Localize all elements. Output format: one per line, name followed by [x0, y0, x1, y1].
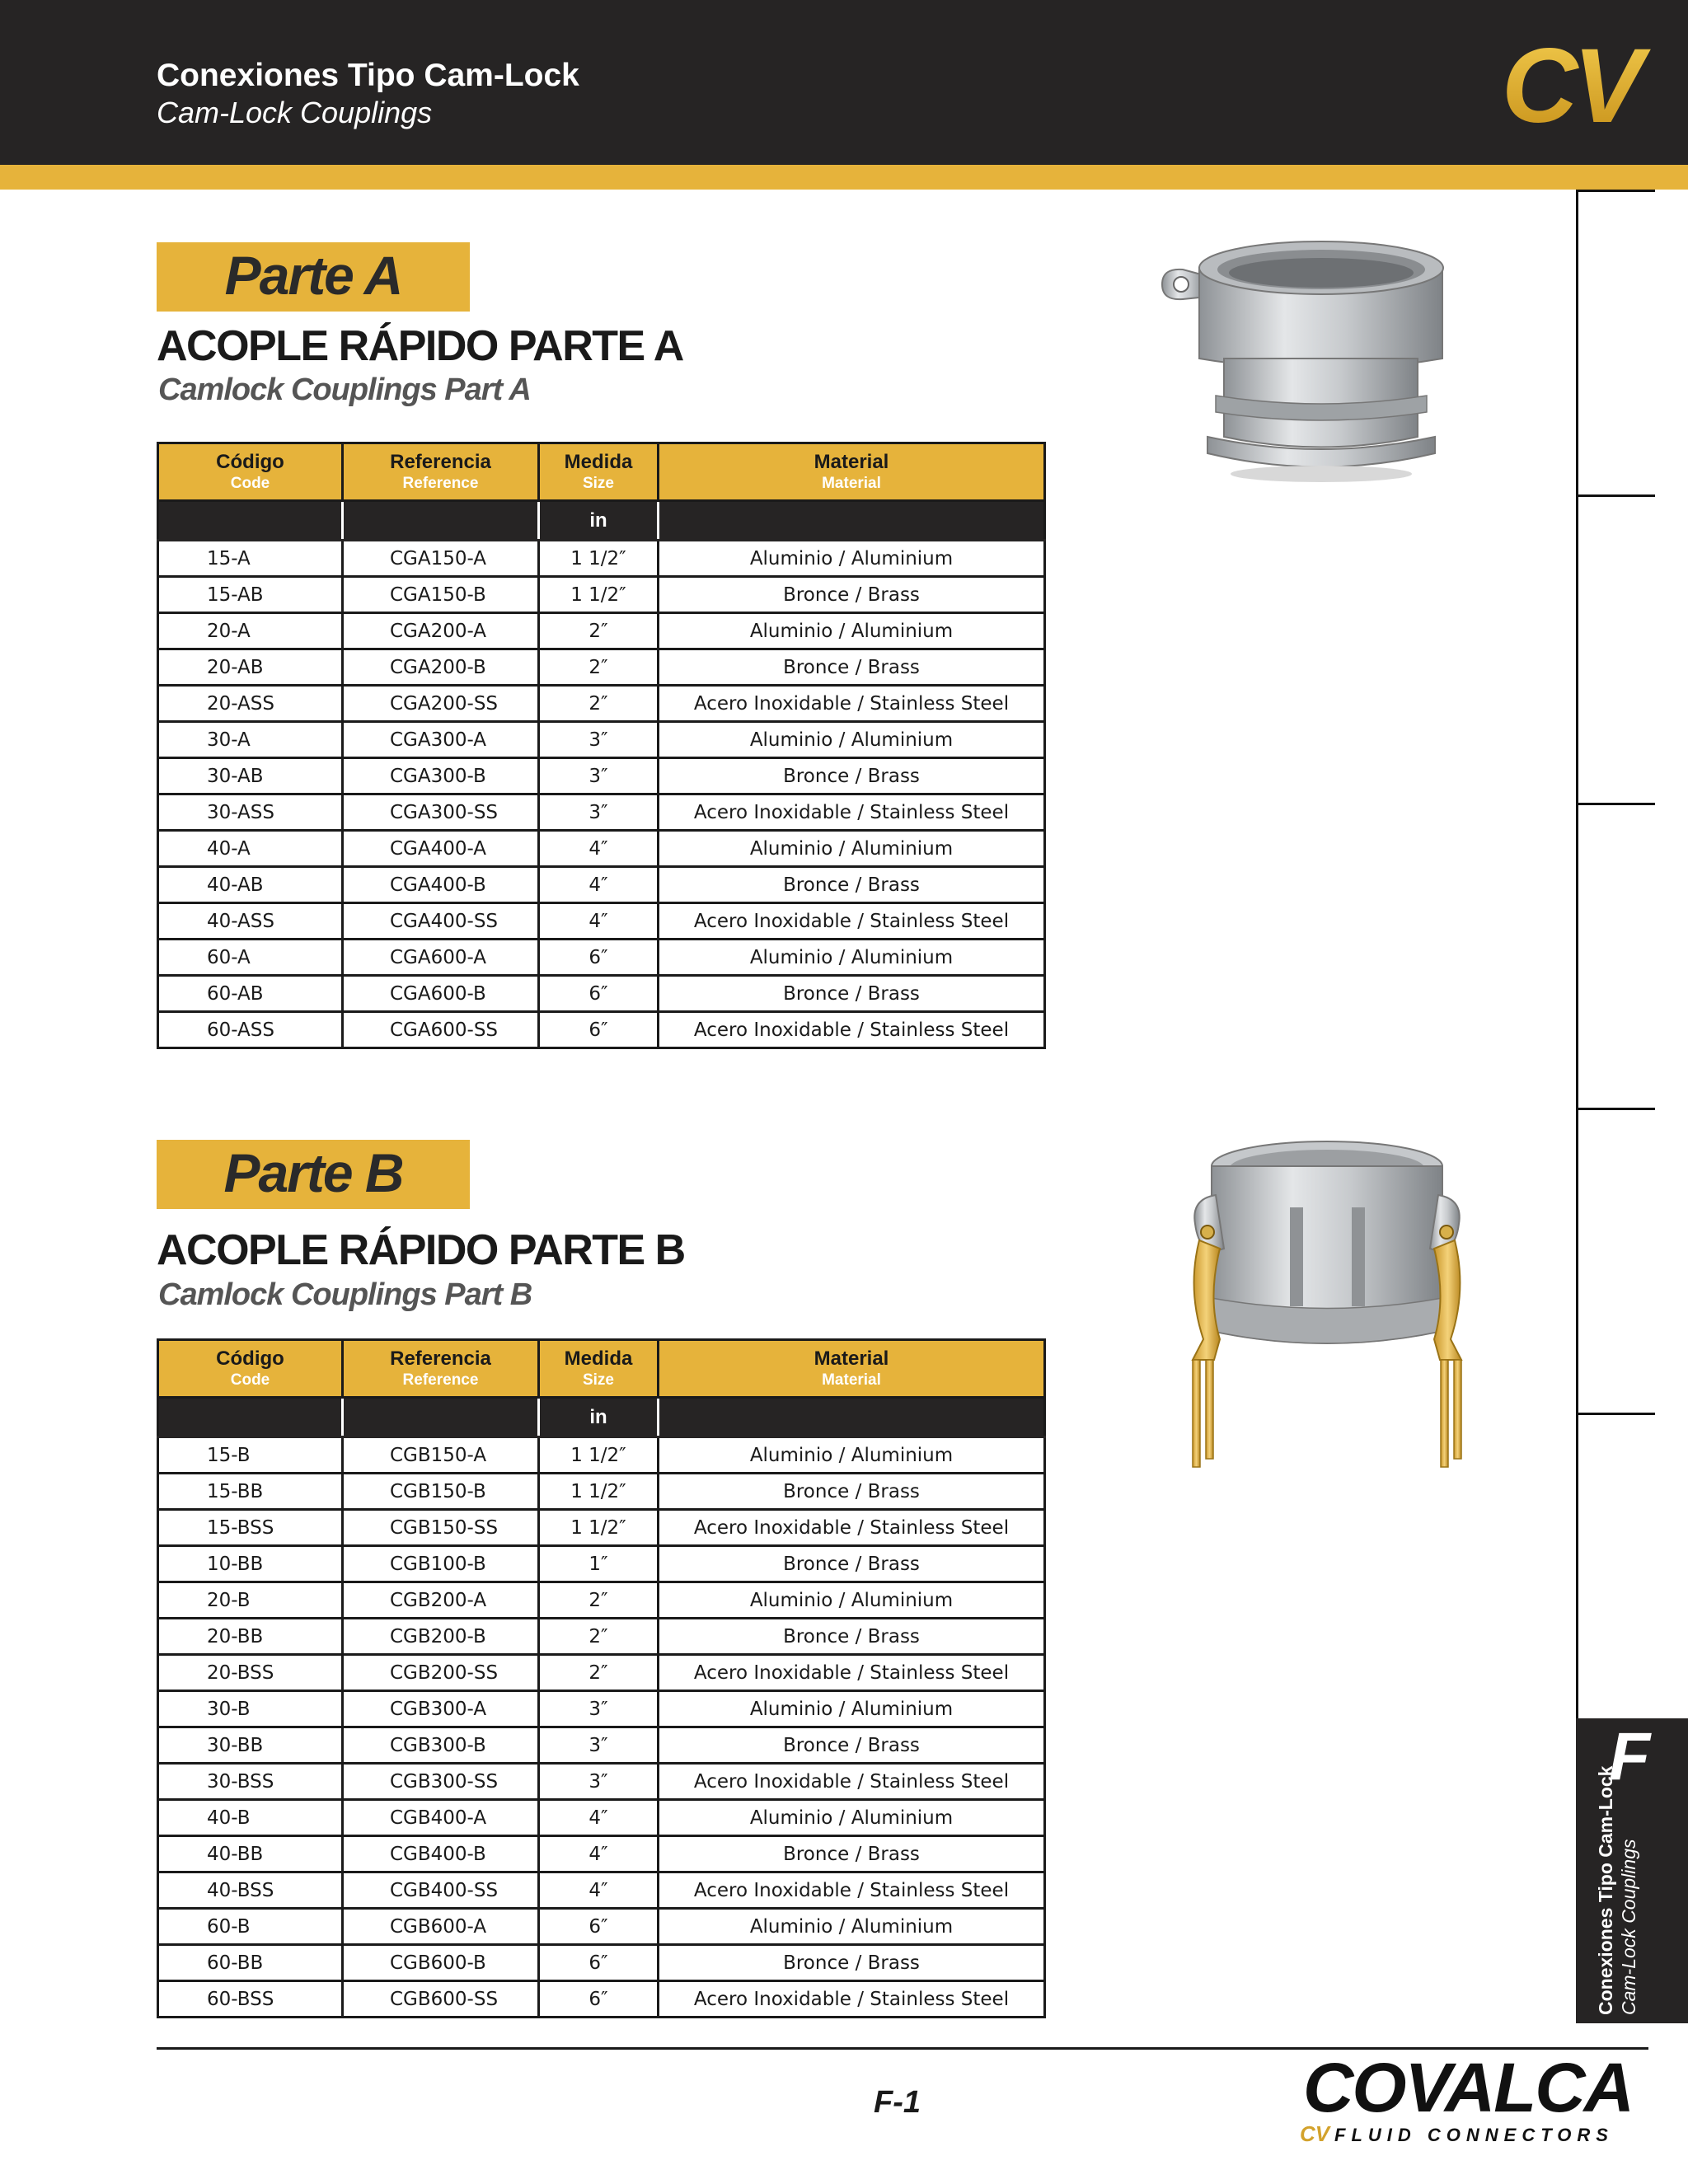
- cell-reference: CGB600-A: [343, 1909, 539, 1945]
- cell-code: 40-BB: [158, 1836, 343, 1872]
- table-row: [158, 541, 1045, 577]
- cell-reference: CGA600-B: [343, 976, 539, 1012]
- page-number: F-1: [874, 2085, 921, 2120]
- table-row: [158, 1546, 1045, 1582]
- col-header-code-en: Code: [230, 1371, 270, 1389]
- section-a-badge-label: Parte A: [224, 245, 402, 306]
- table-row: [158, 1764, 1045, 1800]
- cell-size: 6″: [539, 1909, 659, 1945]
- cell-material: Bronce / Brass: [659, 867, 1045, 903]
- cell-reference: CGA400-B: [343, 867, 539, 903]
- cell-size: 2″: [539, 1619, 659, 1655]
- cell-material: Acero Inoxidable / Stainless Steel: [659, 794, 1045, 831]
- table-row: [158, 758, 1045, 794]
- table-row: [158, 1510, 1045, 1546]
- cell-code: 60-A: [158, 940, 343, 976]
- cell-material: Aluminio / Aluminium: [659, 722, 1045, 758]
- cell-code: 15-BB: [158, 1474, 343, 1510]
- cell-material: Acero Inoxidable / Stainless Steel: [659, 1012, 1045, 1048]
- header-title: Conexiones Tipo Cam-Lock: [157, 58, 579, 93]
- cv-logo-text: CV: [1502, 33, 1639, 132]
- cell-material: Aluminio / Aluminium: [659, 940, 1045, 976]
- table-unit-row: [158, 501, 1045, 541]
- cell-size: 2″: [539, 613, 659, 649]
- cell-material: Aluminio / Aluminium: [659, 541, 1045, 577]
- camlock-part-b-image: [1175, 1133, 1479, 1488]
- cell-reference: CGA200-A: [343, 613, 539, 649]
- cell-code: 15-B: [158, 1437, 343, 1474]
- table-row: [158, 1945, 1045, 1981]
- cell-code: 40-BSS: [158, 1872, 343, 1909]
- cell-code: 15-AB: [158, 577, 343, 613]
- cell-material: Aluminio / Aluminium: [659, 1691, 1045, 1727]
- cell-code: 40-ASS: [158, 903, 343, 940]
- cell-code: 15-A: [158, 541, 343, 577]
- table-row: [158, 722, 1045, 758]
- col-header-size: [539, 1340, 659, 1398]
- cell-size: 2″: [539, 649, 659, 686]
- table-header-row: [158, 443, 1045, 501]
- cell-code: 60-BSS: [158, 1981, 343, 2018]
- tab-divider: [1576, 494, 1655, 497]
- cell-reference: CGB150-SS: [343, 1510, 539, 1546]
- cell-material: Acero Inoxidable / Stainless Steel: [659, 1655, 1045, 1691]
- section-a-title: ACOPLE RÁPIDO PARTE A: [157, 322, 683, 370]
- col-header-code-en: Code: [230, 475, 270, 492]
- tab-divider: [1576, 803, 1655, 805]
- cell-material: Acero Inoxidable / Stainless Steel: [659, 1872, 1045, 1909]
- col-header-size-en: Size: [582, 475, 615, 492]
- table-row: [158, 649, 1045, 686]
- table-row: [158, 1727, 1045, 1764]
- brand-mark: CV: [1300, 2121, 1330, 2146]
- cv-logo-icon: [1502, 33, 1658, 132]
- table-row: [158, 1012, 1045, 1048]
- cell-size: 4″: [539, 1800, 659, 1836]
- cell-size: 6″: [539, 940, 659, 976]
- cell-material: Aluminio / Aluminium: [659, 1800, 1045, 1836]
- cell-size: 1 1/2″: [539, 577, 659, 613]
- unit-cell: [158, 501, 343, 541]
- col-header-material-es: Material: [814, 451, 889, 473]
- table-row: [158, 1981, 1045, 2018]
- cell-code: 30-AB: [158, 758, 343, 794]
- cell-code: 30-BB: [158, 1727, 343, 1764]
- table-row: [158, 831, 1045, 867]
- cell-code: 40-AB: [158, 867, 343, 903]
- cell-size: 1″: [539, 1546, 659, 1582]
- cell-material: Aluminio / Aluminium: [659, 1437, 1045, 1474]
- cell-reference: CGB150-A: [343, 1437, 539, 1474]
- col-header-reference-en: Reference: [402, 1371, 479, 1389]
- table-row: [158, 1800, 1045, 1836]
- section-tab-label-es: Conexiones Tipo Cam-Lock: [1595, 1765, 1616, 2015]
- cell-reference: CGB200-B: [343, 1619, 539, 1655]
- cell-material: Bronce / Brass: [659, 1619, 1045, 1655]
- table-row: [158, 794, 1045, 831]
- cell-size: 1 1/2″: [539, 1437, 659, 1474]
- section-tab-label: [1594, 1766, 1640, 2015]
- page-header: [0, 0, 1688, 165]
- brand-tagline: FLUID CONNECTORS: [1334, 2125, 1614, 2145]
- table-header-row: [158, 1340, 1045, 1398]
- cell-reference: CGA400-A: [343, 831, 539, 867]
- header-accent-bar: [0, 165, 1688, 190]
- cell-code: 20-B: [158, 1582, 343, 1619]
- cell-reference: CGA600-SS: [343, 1012, 539, 1048]
- cell-material: Aluminio / Aluminium: [659, 1582, 1045, 1619]
- table-row: [158, 577, 1045, 613]
- section-b-subtitle: Camlock Couplings Part B: [158, 1277, 532, 1312]
- table-row: [158, 1655, 1045, 1691]
- col-header-code-es: Código: [216, 1347, 284, 1370]
- brand-name: COVALCA: [1303, 2052, 1633, 2126]
- unit-cell: [659, 1398, 1045, 1437]
- cell-size: 2″: [539, 1582, 659, 1619]
- cell-material: Acero Inoxidable / Stainless Steel: [659, 686, 1045, 722]
- cell-reference: CGB400-A: [343, 1800, 539, 1836]
- col-header-material: [659, 443, 1045, 501]
- section-b-badge: [157, 1140, 470, 1209]
- unit-cell: [158, 1398, 343, 1437]
- col-header-reference-es: Referencia: [390, 451, 491, 473]
- col-header-material-en: Material: [822, 1371, 881, 1389]
- cell-material: Bronce / Brass: [659, 1474, 1045, 1510]
- section-tab-f[interactable]: [1576, 1718, 1688, 2023]
- table-part-a-body: [158, 541, 1045, 1048]
- cell-material: Bronce / Brass: [659, 1727, 1045, 1764]
- cell-reference: CGA200-B: [343, 649, 539, 686]
- cell-size: 6″: [539, 1012, 659, 1048]
- table-part-b: [157, 1338, 1046, 2018]
- table-row: [158, 1619, 1045, 1655]
- cell-size: 4″: [539, 831, 659, 867]
- cell-reference: CGA300-SS: [343, 794, 539, 831]
- cell-reference: CGB400-SS: [343, 1872, 539, 1909]
- col-header-reference-es: Referencia: [390, 1347, 491, 1370]
- cell-code: 60-B: [158, 1909, 343, 1945]
- table-unit-row: [158, 1398, 1045, 1437]
- cell-size: 4″: [539, 1872, 659, 1909]
- cell-reference: CGB300-A: [343, 1691, 539, 1727]
- cell-size: 2″: [539, 1655, 659, 1691]
- cell-reference: CGA150-A: [343, 541, 539, 577]
- section-b-title: ACOPLE RÁPIDO PARTE B: [157, 1226, 685, 1274]
- cell-material: Acero Inoxidable / Stainless Steel: [659, 1981, 1045, 2018]
- cell-reference: CGA300-B: [343, 758, 539, 794]
- col-header-size: [539, 443, 659, 501]
- cell-code: 30-B: [158, 1691, 343, 1727]
- cell-material: Bronce / Brass: [659, 577, 1045, 613]
- cell-reference: CGB300-SS: [343, 1764, 539, 1800]
- cell-size: 6″: [539, 976, 659, 1012]
- footer-divider: [157, 2047, 1648, 2050]
- col-header-code-es: Código: [216, 451, 284, 473]
- cell-size: 3″: [539, 722, 659, 758]
- col-header-material-en: Material: [822, 475, 881, 492]
- cell-material: Bronce / Brass: [659, 1546, 1045, 1582]
- cell-code: 10-BB: [158, 1546, 343, 1582]
- cell-code: 20-ASS: [158, 686, 343, 722]
- table-row: [158, 1872, 1045, 1909]
- cell-reference: CGA300-A: [343, 722, 539, 758]
- table-part-b-body: [158, 1437, 1045, 2018]
- cell-material: Bronce / Brass: [659, 976, 1045, 1012]
- table-row: [158, 1836, 1045, 1872]
- cell-reference: CGA400-SS: [343, 903, 539, 940]
- cell-material: Bronce / Brass: [659, 649, 1045, 686]
- cell-code: 60-ASS: [158, 1012, 343, 1048]
- cell-size: 2″: [539, 686, 659, 722]
- cell-material: Bronce / Brass: [659, 1945, 1045, 1981]
- unit-cell: [343, 501, 539, 541]
- section-a-badge: [157, 242, 470, 312]
- table-row: [158, 976, 1045, 1012]
- table-row: [158, 1691, 1045, 1727]
- cell-size: 1 1/2″: [539, 1510, 659, 1546]
- cell-code: 20-AB: [158, 649, 343, 686]
- cell-size: 6″: [539, 1945, 659, 1981]
- cell-reference: CGB100-B: [343, 1546, 539, 1582]
- col-header-reference: [343, 443, 539, 501]
- cell-material: Acero Inoxidable / Stainless Steel: [659, 1510, 1045, 1546]
- tab-divider: [1576, 1108, 1655, 1110]
- cell-size: 4″: [539, 903, 659, 940]
- col-header-code: [158, 443, 343, 501]
- col-header-material-es: Material: [814, 1347, 889, 1370]
- section-tab-label-en: Cam-Lock Couplings: [1618, 1839, 1639, 2015]
- col-header-reference-en: Reference: [402, 475, 479, 492]
- cell-reference: CGB300-B: [343, 1727, 539, 1764]
- col-header-size-es: Medida: [564, 1347, 633, 1370]
- cell-size: 3″: [539, 1727, 659, 1764]
- cell-reference: CGA600-A: [343, 940, 539, 976]
- cell-material: Acero Inoxidable / Stainless Steel: [659, 903, 1045, 940]
- section-a-subtitle: Camlock Couplings Part A: [158, 373, 531, 407]
- col-header-code: [158, 1340, 343, 1398]
- cell-code: 40-A: [158, 831, 343, 867]
- cell-code: 20-BB: [158, 1619, 343, 1655]
- section-b-badge-label: Parte B: [223, 1142, 403, 1203]
- tab-divider: [1576, 190, 1655, 192]
- table-row: [158, 1582, 1045, 1619]
- cell-reference: CGA200-SS: [343, 686, 539, 722]
- cell-material: Aluminio / Aluminium: [659, 1909, 1045, 1945]
- cell-size: 4″: [539, 867, 659, 903]
- cell-size: 3″: [539, 758, 659, 794]
- camlock-part-a-image: [1158, 235, 1484, 490]
- unit-cell-size: in: [539, 1398, 659, 1437]
- unit-cell-size: in: [539, 501, 659, 541]
- section-tab-letter: F: [1609, 1719, 1651, 1794]
- cell-reference: CGB400-B: [343, 1836, 539, 1872]
- table-row: [158, 903, 1045, 940]
- col-header-size-en: Size: [582, 1371, 615, 1389]
- cell-material: Aluminio / Aluminium: [659, 613, 1045, 649]
- cell-material: Acero Inoxidable / Stainless Steel: [659, 1764, 1045, 1800]
- tab-divider: [1576, 1413, 1655, 1415]
- unit-cell: [659, 501, 1045, 541]
- cell-size: 3″: [539, 1691, 659, 1727]
- cell-size: 1 1/2″: [539, 541, 659, 577]
- cell-reference: CGA150-B: [343, 577, 539, 613]
- cell-code: 20-A: [158, 613, 343, 649]
- cell-code: 60-AB: [158, 976, 343, 1012]
- unit-cell: [343, 1398, 539, 1437]
- table-row: [158, 686, 1045, 722]
- cell-size: 4″: [539, 1836, 659, 1872]
- cell-size: 3″: [539, 1764, 659, 1800]
- cell-reference: CGB600-B: [343, 1945, 539, 1981]
- cell-reference: CGB150-B: [343, 1474, 539, 1510]
- col-header-size-es: Medida: [564, 451, 633, 473]
- header-subtitle: Cam-Lock Couplings: [157, 96, 433, 129]
- cell-material: Bronce / Brass: [659, 758, 1045, 794]
- table-row: [158, 1474, 1045, 1510]
- cell-code: 30-BSS: [158, 1764, 343, 1800]
- cell-code: 30-ASS: [158, 794, 343, 831]
- cell-material: Aluminio / Aluminium: [659, 831, 1045, 867]
- cell-code: 40-B: [158, 1800, 343, 1836]
- table-part-a: [157, 442, 1046, 1049]
- covalca-logo-icon: [1298, 2052, 1644, 2151]
- table-row: [158, 867, 1045, 903]
- cell-size: 6″: [539, 1981, 659, 2018]
- table-row: [158, 940, 1045, 976]
- cell-reference: CGB200-A: [343, 1582, 539, 1619]
- col-header-material: [659, 1340, 1045, 1398]
- cell-code: 15-BSS: [158, 1510, 343, 1546]
- table-row: [158, 613, 1045, 649]
- cell-reference: CGB200-SS: [343, 1655, 539, 1691]
- cell-code: 30-A: [158, 722, 343, 758]
- cell-size: 3″: [539, 794, 659, 831]
- cell-reference: CGB600-SS: [343, 1981, 539, 2018]
- cell-size: 1 1/2″: [539, 1474, 659, 1510]
- cell-code: 20-BSS: [158, 1655, 343, 1691]
- cell-code: 60-BB: [158, 1945, 343, 1981]
- table-row: [158, 1909, 1045, 1945]
- cell-material: Bronce / Brass: [659, 1836, 1045, 1872]
- col-header-reference: [343, 1340, 539, 1398]
- table-row: [158, 1437, 1045, 1474]
